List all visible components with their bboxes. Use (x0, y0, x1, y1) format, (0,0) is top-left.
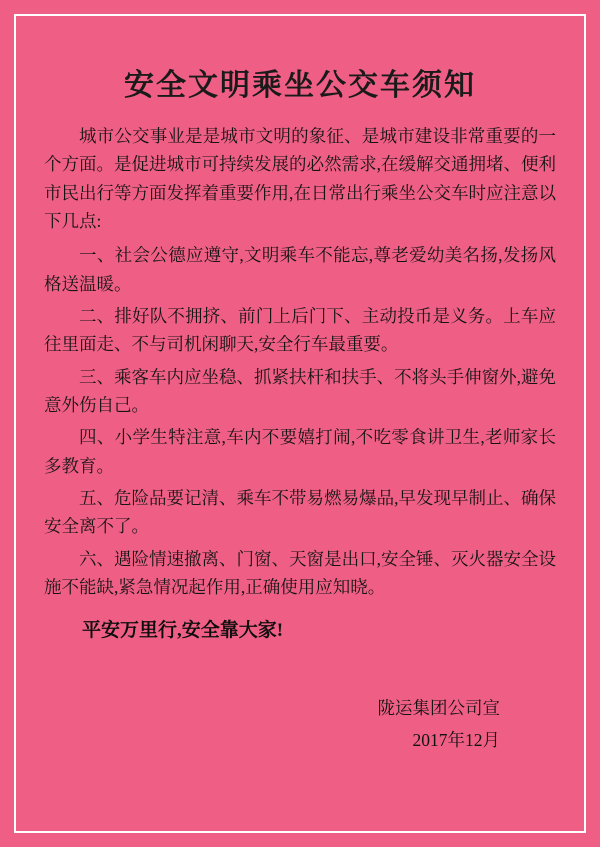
signature-block (44, 692, 556, 757)
rule-item-2: 二、排好队不拥挤、前门上后门下、主动投币是义务。上车应往里面走、不与司机闲聊天,安全行车最重要。 (44, 306, 556, 355)
rule-item-3: 三、乘客车内应坐稳、抓紧扶杆和扶手、不将头手伸窗外,避免意外伤自己。 (44, 366, 556, 416)
rule-item-1: 一、社会公德应遵守,文明乘车不能忘,尊老爱幼美名扬,发扬风格送温暖。 (44, 245, 556, 294)
signature-date: 2017年12月 (412, 730, 500, 751)
rule-item-5: 五、危险品要记清、乘车不带易燃易爆品,早发现早制止、确保安全离不了。 (44, 488, 556, 537)
slogan-text: 平安万里行,安全靠大家! (82, 619, 284, 641)
signature-org: 陇运集团公司宣 (377, 697, 500, 718)
rule-item-4: 四、小学生特注意,车内不要嬉打闹,不吃零食讲卫生,老师家长多教育。 (44, 427, 556, 476)
rule-item-6: 六、遇险情速撤离、门窗、天窗是出口,安全锤、灭火器安全设施不能缺,紧急情况起作用,正确使用应知晓。 (44, 548, 556, 598)
page-title: 安全文明乘坐公交车须知 (124, 69, 476, 102)
intro-paragraph: 城市公交事业是是城市文明的象征、是城市建设非常重要的一个方面。是促进城市可持续发展的必然需求,在缓解交通拥堵、便利市民出行等方面发挥着重要作用,在日常出行乘坐公交车时应注意以下几点: (44, 126, 556, 232)
